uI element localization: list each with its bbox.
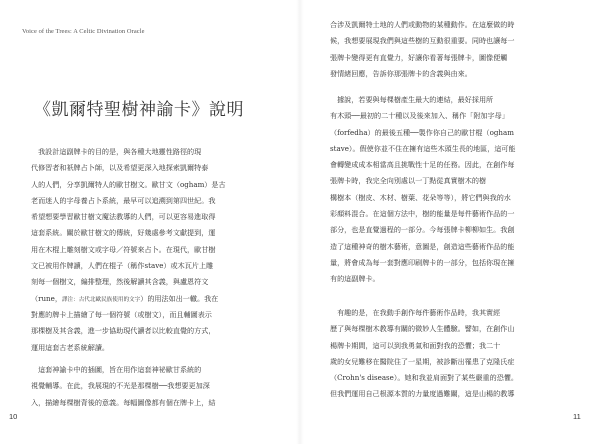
- text-line: 入，描繪每棵樹背後的意義。每幅圖像都有個在牌卡上，結: [31, 397, 216, 407]
- text-line: 有趣的是，在我動手創作每件藝術作品時，我其實經: [330, 308, 501, 317]
- text-line: 候，我想要展現我們與這些樹的互動很重要。同時也讓每一: [330, 36, 515, 46]
- text-line: 構樹本（樹皮、木材、樹葉、花朵等等），將它們與我的水: [330, 192, 511, 202]
- text-line: 歲的女兒難移在醫院住了一星期，被診斷出罹患了克隆氏症: [330, 356, 515, 366]
- left-paragraph-1: [31, 144, 278, 356]
- text-line: 文已被用作牌讀，人們在棍子（稱作stave）或木瓦片上雕: [31, 261, 214, 271]
- text-line: 彩顏料混合。在這個方法中，樹的能量是每件藝術作品的一: [330, 209, 515, 219]
- text-line: 據說，若要與每棵樹產生最大的連結，最好採用所: [330, 95, 494, 104]
- text-line: 歷了與每棵樹木教導有關的微妙人生體驗。譬如，在創作山: [330, 324, 515, 334]
- page-number-left: 10: [9, 412, 18, 421]
- text-line: 那棵樹及其含義，進一步協助現代讀者以比較直覺的方式，: [31, 326, 216, 336]
- text-line: 運用這套古老系統解讀。: [31, 342, 110, 352]
- text-line: 代修習者和祇牌占卜師，以及希望更深入地探索凱爾特泰: [31, 163, 209, 173]
- text-line: 希望想要學習歐甘樹文魔法教導的人們，可以更容易進取得: [31, 212, 216, 222]
- text-line: （forfedha）的最後五種──製作你自己的歐甘棍（ogham: [330, 127, 514, 137]
- text-line: 部分，也是直覺過程的一部分。今每張牌卡柳柳如生。我創: [330, 225, 515, 235]
- text-line: 有木頭──最初的二十種以及後來加入、稱作「附加字母」: [330, 111, 509, 121]
- running-header: Voice of the Trees: A Celtic Divination Oracle: [22, 28, 145, 35]
- text-line: 我設計這副牌卡的目的是，與各種大地靈性路徑的現: [31, 147, 202, 156]
- text-line: 但我們運用自己根源本質的力量度過難關，這是山楊的教導: [330, 389, 515, 399]
- text-line: 張牌卡時，我完全向別處以一丁點從真實樹木的樹: [330, 176, 487, 186]
- text-line: （Crohn's disease）。她和我並肩面對了某些嚴重的恐懼。: [330, 373, 519, 383]
- text-line: 對應的牌卡上描繪了每一個符號（或樹文），而且輔圖表示: [31, 309, 212, 319]
- text-line: 楊牌卡期間，這可以到我勇氣和面對我的恐懼；我二十: [330, 340, 501, 350]
- text-line: 用在木棍上雕刻樹文或字母／符號來占卜。在現代，歐甘樹: [31, 244, 216, 254]
- text-line: 這套神諭卡中的插圖，旨在用作這套神祕歐甘系統的: [31, 365, 202, 374]
- translator-note: 譯注：古代北歐民族使用的文字: [61, 296, 141, 303]
- text-line: 張牌卡變得更有直覺力，好讓你看著每張牌卡，圖像便觸: [330, 52, 508, 62]
- right-paragraph-3: [330, 305, 582, 403]
- text-line: 發情緒回應，告訴你那張牌卡的含義與由來。: [330, 68, 472, 78]
- page-number-right: 11: [573, 412, 581, 421]
- text-line: （rune，譯注：古代北歐民族使用的文字）的用法如出一轍。我在: [31, 293, 219, 303]
- text-line: 視覺輔導。在此，我展現的不光是那棵樹──我想要更加深: [31, 381, 210, 391]
- text-line: 會轉變成成本相當高且挑戰性十足的任務。因此，在創作每: [330, 160, 515, 170]
- text-line: 合涉及凱爾特土地的人們或動物的某種動作。在這麼做的時: [330, 20, 515, 29]
- chapter-title: 《凱爾特聖樹神諭卡》說明: [34, 100, 244, 120]
- text-line: 這套系統。關於歐甘樹文的傳統，好幾處參考文獻提到，運: [31, 228, 216, 238]
- text-line: 有的這副牌卡。: [330, 274, 380, 284]
- text-line: 老而迷人的字母養占卜系統，最早可以追溯到第四世紀。我: [31, 195, 216, 205]
- right-paragraph-2: [330, 92, 582, 288]
- text-line: 造了這種神奇的樹木藝術，意圖是，創造這些藝術作品的能: [330, 241, 515, 251]
- text-line: stave）。假使你並不住在擁有這些木頭生長的地區，這可能: [330, 143, 516, 153]
- text-line: 人的人們，分享凱爾特人的歐甘樹文。歐甘文（ogham）是古: [31, 179, 226, 189]
- right-paragraph-1: [330, 17, 582, 82]
- text-line: 量，將會成為每一套對應印刷牌卡的一部分，包括你現在擁: [330, 257, 515, 267]
- left-paragraph-2: [31, 362, 278, 411]
- text-line: 刻每一個樹文，編排整理，然後解讀其含義，與盧恩符文: [31, 277, 209, 287]
